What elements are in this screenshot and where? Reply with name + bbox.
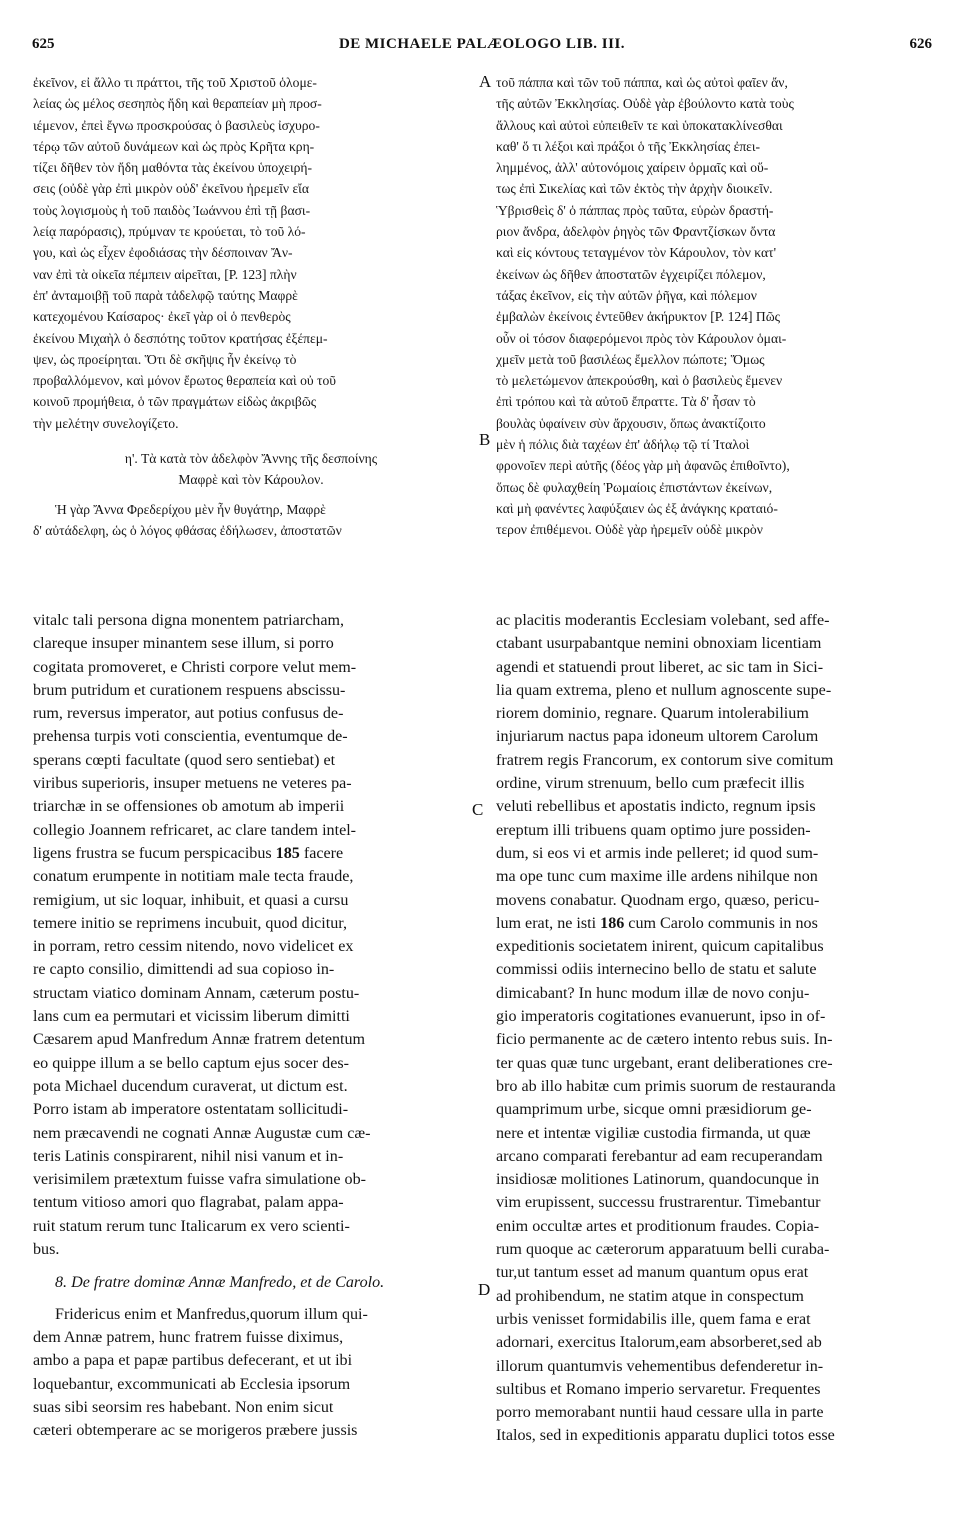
text-line: bro ab illo habitæ cum primis suorum de restauranda: [496, 1077, 836, 1095]
section-heading: Μαφρὲ καὶ τὸν Κάρουλον.: [178, 472, 324, 488]
margin-letter-a: A: [479, 72, 492, 91]
margin-letter-b: B: [479, 430, 491, 449]
text-line: porro memorabant nuntii haud cessare ulla in parte: [496, 1404, 824, 1422]
text-line: ιέμενον, ἐπεὶ ἔγνω προσκρούσας ὁ βασιλεὺς ἰσχυρο-: [33, 117, 320, 133]
text-line: nem præcavendi ne cognati Annæ Augustæ cum cæ-: [33, 1124, 371, 1142]
text-line: viribus superioris, insuper metuens ne veteres pa-: [33, 775, 352, 793]
running-title: DE MICHAELE PALÆOLOGO LIB. III.: [338, 36, 626, 52]
text-line: Fridericus enim et Manfredus,quorum illum qui-: [55, 1305, 368, 1323]
text-line: ter quas quæ tunc urgebant, erant deliberationes cre-: [496, 1054, 833, 1072]
text-line: conatum erumpente in notitiam male tecta fraude,: [33, 868, 354, 886]
text-line: ficio permanente ac de cætero intento rebus suis. In-: [496, 1031, 833, 1049]
text-line: ἐπ' ἀνταμοιβῇ τοῦ παρὰ τἀδελφῷ ταύτης Μαφρὲ: [33, 287, 298, 303]
text-line: teris Latinis conspirarent, nihil nisi vanum et in-: [33, 1147, 344, 1165]
text-line: χμεῖν μετὰ τοῦ βασιλέως ἔμελλον πώποτε; Ὅμως: [496, 351, 765, 367]
text-line: lia quam extrema, pleno et nullum agnoscente supe-: [496, 681, 832, 699]
text-line: ριον ἄνδρα, ἀδελφὸν ῥηγὸς τῶν Φραντζίσκων ὄντα: [496, 224, 776, 240]
text-line: movens conabatur. Quodnam ergo, quæso, pericu-: [496, 891, 820, 909]
section-heading: 8. De fratre dominæ Annæ Manfredo, et de Carolo.: [55, 1274, 385, 1292]
text-line: eo quippe illum a se bello captum ejus socer des-: [33, 1054, 349, 1072]
text-line: pota Michael ducendum curaverat, ut dictum est.: [33, 1077, 348, 1095]
section-heading: η'. Τὰ κατὰ τὸν ἀδελφὸν Ἄννης τῆς δεσποίνης: [124, 451, 378, 467]
text-line: tentum vitioso amori quo flagrabat, palam appa-: [33, 1194, 344, 1212]
text-line: ψεν, ὡς προείρηται. Ὅτι δὲ σκῆψις ἦν ἐκείνῳ τὸ: [33, 351, 297, 367]
text-line: vim erupissent, successu frustrarentur. Timebantur: [496, 1194, 821, 1212]
text-line: φρονοῖεν περὶ αὐτῆς (δέος γὰρ μὴ ἀφανῶς ἐπιθοῖντο),: [496, 458, 790, 474]
text-line: λημμένος, ἀλλ' αὐτονόμοις χαίρειν ὁρμαῖς καὶ οὕ-: [496, 160, 769, 176]
text-line: τοῦ πάππα καὶ τῶν τοῦ πάππα, καὶ ὡς αὐτοὶ φαῖεν ἄν,: [496, 75, 788, 90]
text-line: τέρῳ τῶν αὐτοῦ δυνάμεων καὶ ὡς πρὸς Κρῆτα κρη-: [33, 138, 315, 154]
page-number-left: 625: [32, 36, 55, 52]
text-line: suas sibi seorsim res habebant. Non enim sicut: [33, 1398, 334, 1416]
text-line: Ἡ γὰρ Ἄννα Φρεδερίχου μὲν ἦν θυγάτηρ, Μαφρὲ: [55, 501, 326, 517]
text-line: clareque insuper minantem sese illum, si porro: [33, 635, 334, 653]
greek-text-left-column: [33, 72, 469, 541]
text-line: τως ἐπὶ Σικελίας καὶ τῶν ἐκτὸς τὴν ἀρχὴν διοικεῖν.: [496, 181, 773, 197]
text-line: καὶ εἰς κόντους τεταγμένον τὸν Κάρουλον, τὸν κατ': [496, 245, 777, 261]
text-line: βουλὰς ὑφαίνειν σὺν ἄρχουσιν, ὅπως ἀνακτίζοιτο: [496, 415, 766, 431]
text-line: λείᾳ παρόρασις), πρύμναν τε κρούεται, τὸ τοῦ λό-: [33, 224, 306, 240]
text-line: Ὑβρισθεὶς δ' ὁ πάππας πρὸς ταῦτα, εὑρὼν δραστή-: [496, 202, 774, 218]
text-line: arcano comparati ferebantur ad eam recuperandam: [496, 1147, 823, 1165]
text-line: rum, reversus imperator, aut potius confusus de-: [33, 705, 344, 723]
text-line: καὶ μὴ φανέντες λαφύξαιεν ὡς ἐξ ἀνάγκης κραταιό-: [496, 500, 778, 516]
text-line: fratrem regis Francorum, ex contorum sive comitum: [496, 751, 834, 769]
text-line: adornari, exercitus Italorum,eam absorberet,sed ab: [496, 1334, 822, 1352]
text-line: brum putridum et curationem respuens abscissu-: [33, 681, 346, 699]
text-line: rum quoque ac cæterorum apparatuum belli curaba-: [496, 1241, 830, 1259]
text-line: τάξας ἐκεῖνον, εἰς τὴν αὐτῶν ῥῆγα, καὶ πόλεμον: [496, 287, 757, 303]
text-line: κατεχομένου Καίσαρος· ἐκεῖ γὰρ οἱ ὁ πενθερὸς: [33, 309, 291, 325]
text-line: δ' αὐτάδελφη, ὡς ὁ λόγος φθάσας ἐδήλωσεν, ἀποστατῶν: [33, 522, 342, 538]
text-line: lans cum ea permutari et vicissim liberum dimitti: [33, 1008, 350, 1026]
spacer: [33, 434, 469, 448]
spacer: [33, 1295, 469, 1303]
text-line: urbis venisset formidabilis ille, quem fama e erat: [496, 1310, 811, 1328]
text-line: gio imperatoris cogitationes evanuerunt, ipso in of-: [496, 1008, 826, 1026]
text-line: expeditionis societatem inirent, quicum capitalibus: [496, 938, 824, 956]
text-line: οὖν οἱ τόσον διαφερόμενοι πρὸς τὸν Κάρουλον ὁμαι-: [496, 330, 787, 346]
text-line: structam viatico dominam Annam, cæterum postu-: [33, 984, 360, 1002]
text-line: ac placitis moderantis Ecclesiam volebant, sed affe-: [496, 612, 830, 629]
text-line: μὲν ἡ πόλις διὰ ταχέων ἐπ' ἀδήλῳ τῷ τί Ἰταλοὶ: [496, 437, 750, 453]
text-line: vitalc tali persona digna monentem patriarcham,: [33, 612, 345, 629]
running-header: [32, 32, 932, 62]
text-line: ordine, virum strenuum, bello cum præfecit illis: [496, 775, 805, 793]
text-line: quamprimum urbe, sicque omni præsidiorum ge-: [496, 1101, 812, 1119]
spacer: [33, 491, 469, 499]
text-line: verisimilem prætextum fuisse vafra simulatione ob-: [33, 1171, 366, 1189]
text-line: re capto consilio, dimittendi ad sua copioso in-: [33, 961, 335, 979]
text-line: ἄλλους καὶ αὐτοὶ εὐπειθεῖν τε καὶ ὑποκατακλίνεσθαι: [496, 117, 783, 133]
text-line: προβαλλόμενον, καὶ μόνον ἔρωτος θεραπεία καὶ οὐ τοῦ: [33, 373, 337, 389]
text-line: loquebantur, excommunicati ab Ecclesia ipsorum: [33, 1375, 351, 1393]
text-line: Porro istam ab imperatore ostentatam sollicitudi-: [33, 1101, 349, 1119]
text-line: ναν ἐπὶ τὰ οἰκεῖα πέμπειν αἱρεῖται, [P. 123] πλὴν: [33, 266, 297, 282]
text-line: ἐμβαλὼν ἐκείνοις ἐντεῦθεν ἀκήρυκτον [P. 124] Πῶς: [496, 309, 781, 325]
page-number-right: 626: [909, 36, 932, 52]
margin-letter-c: C: [472, 800, 484, 819]
text-line: ruit statum rerum tunc Italicarum ex vero scienti-: [33, 1217, 350, 1235]
latin-text-right-column: [496, 609, 932, 1448]
text-line: ambo a papa et papæ partibus defecerant, et ut ibi: [33, 1352, 353, 1370]
text-line: τοὺς λογισμοὺς ἡ τοῦ παιδὸς Ἰωάννου ἐπὶ τῇ βασι-: [33, 202, 311, 218]
text-line: insidiosæ molitiones Latinorum, quandocunque in: [496, 1171, 820, 1189]
text-line: dem Annæ patrem, hunc fratrem fuisse diximus,: [33, 1328, 344, 1346]
text-line: γου, καὶ ὡς εἶχεν ἐφοδιάσας τὴν δέσποιναν Ἄν-: [33, 245, 293, 261]
text-line: prehensa turpis voti conscientia, eventumque de-: [33, 728, 348, 746]
text-line: nere et intentæ vigiliæ custodia firmanda, ut quæ: [496, 1124, 811, 1142]
text-line: cæteri obtemperare ac se morigeros præbere jussis: [33, 1422, 358, 1440]
text-line: ad prohibendum, ne statim atque in conspectum: [496, 1287, 804, 1305]
text-line: τερον ἐπιθέμενοι. Οὐδὲ γὰρ ἠρεμεῖν οὐδὲ μικρὸν: [496, 522, 763, 538]
text-line: ἐπὶ τρόπου καὶ τὰ αὐτοῦ ἔπραττε. Τὰ δ' ἦσαν τὸ: [496, 394, 756, 410]
text-line: sultibus et Romano imperio servaretur. Frequentes: [496, 1380, 821, 1398]
text-line: κοινοῦ προμήθεια, ὁ τῶν πραγμάτων εἰδὼς ἀκριβῶς: [33, 394, 317, 410]
text-line: veluti rebellibus et apostatis indicto, regnum ipsis: [496, 798, 816, 816]
text-line: remigium, ut sic loquar, inhibuit, et quasi a cursu: [33, 891, 349, 909]
text-line: riorem dominio, regnare. Quarum intolerabilium: [496, 705, 809, 723]
text-line: sperans cœpti facultate (quod sero sentiebat) et: [33, 751, 336, 769]
text-line: ἐκείνου Μιχαὴλ ὁ δεσπότης τοῦτον κρατήσας ἐξέπεμ-: [33, 330, 328, 346]
text-line: lum erat, ne isti 186 cum Carolo communis in nos: [496, 914, 818, 932]
text-line: ὅπως δὲ φυλαχθείη Ῥωμαίοις ἐπιστάντων ἐκείνων,: [496, 479, 773, 495]
text-line: τὴν μελέτην συνελογίζετο.: [33, 415, 179, 431]
text-line: enim occultæ artes et proditionum fraudes. Copia-: [496, 1217, 820, 1235]
text-line: cogitata promoveret, e Christi corpore velut mem-: [33, 658, 357, 676]
text-line: ereptum illi tribuens quam optimo jure possiden-: [496, 821, 811, 839]
greek-text-right-column: [496, 72, 932, 541]
text-line: καθ' ὅ τι λέξοι καὶ πράξοι ὁ τῆς Ἐκκλησίας ἐπει-: [496, 138, 761, 154]
text-line: τίζει δῆθεν τὸν ἤδη μαθόντα τὰς ἐκείνου ὑποχειρή-: [33, 160, 313, 176]
spacer: [33, 1261, 469, 1271]
text-line: Italos, sed in expeditionis apparatu duplici totos esse: [496, 1427, 835, 1445]
text-line: ctabant usurpabantque nemini obnoxiam licentiam: [496, 635, 822, 653]
text-line: dum, si eos vi et armis inde pelleret; id quod sum-: [496, 844, 819, 862]
text-line: illorum quantumvis vehementibus defenderetur in-: [496, 1357, 824, 1375]
text-line: ma ope tunc cum maxime ille ardens nihilque non: [496, 868, 818, 886]
text-line: bus.: [33, 1241, 60, 1259]
text-line: Cæsarem apud Manfredum Annæ fratrem detentum: [33, 1031, 366, 1049]
text-line: ἐκείνων ὡς δῆθεν ἀποστατῶν ἐγχειρίζει πόλεμον,: [496, 266, 766, 282]
text-line: commissi odiis internecino bello de statu et salute: [496, 961, 817, 979]
text-line: collegio Joannem refricaret, ac clare tandem intel-: [33, 821, 357, 839]
text-line: τῆς αὐτῶν Ἐκκλησίας. Οὐδὲ γὰρ ἐβούλοντο κατὰ τοὺς: [496, 96, 794, 112]
text-line: tur,ut tantum esset ad manum quantum opus erat: [496, 1264, 809, 1282]
text-line: λείας ὡς μέλος σεσηπὸς ἤδη καὶ θεραπείαν μὴ προσ-: [33, 96, 322, 112]
text-line: dimicabant? In hunc modum illæ de novo conju-: [496, 984, 810, 1002]
text-line: temere initio se reprimens incubuit, quod dicitur,: [33, 914, 348, 932]
text-line: in porram, retro cessim nitendo, novo videlicet ex: [33, 938, 354, 956]
text-line: σεις (οὐδὲ γὰρ ἐπὶ μικρὸν οὐδ' ἐκεῖνου ἠρεμεῖν εἴα: [33, 181, 309, 197]
text-line: injuriarum nactus papa idoneum ultorem Carolum: [496, 728, 819, 746]
margin-letter-d: D: [478, 1280, 491, 1299]
text-line: triarchæ in se offensiones ob amotum ab imperii: [33, 798, 345, 816]
text-line: agendi et statuendi prout liberet, ac sic tam in Sici-: [496, 658, 824, 676]
latin-text-left-column: [33, 609, 469, 1442]
text-line: τὸ μελετώμενον ἀπεκρούσθη, καὶ ὁ βασιλεὺς ἔμενεν: [496, 373, 783, 389]
text-line: ἐκεῖνον, εἰ ἄλλο τι πράττοι, τῆς τοῦ Χριστοῦ ὁλομε-: [33, 75, 317, 90]
text-line: ligens frustra se fucum perspicacibus 185 facere: [33, 844, 344, 862]
